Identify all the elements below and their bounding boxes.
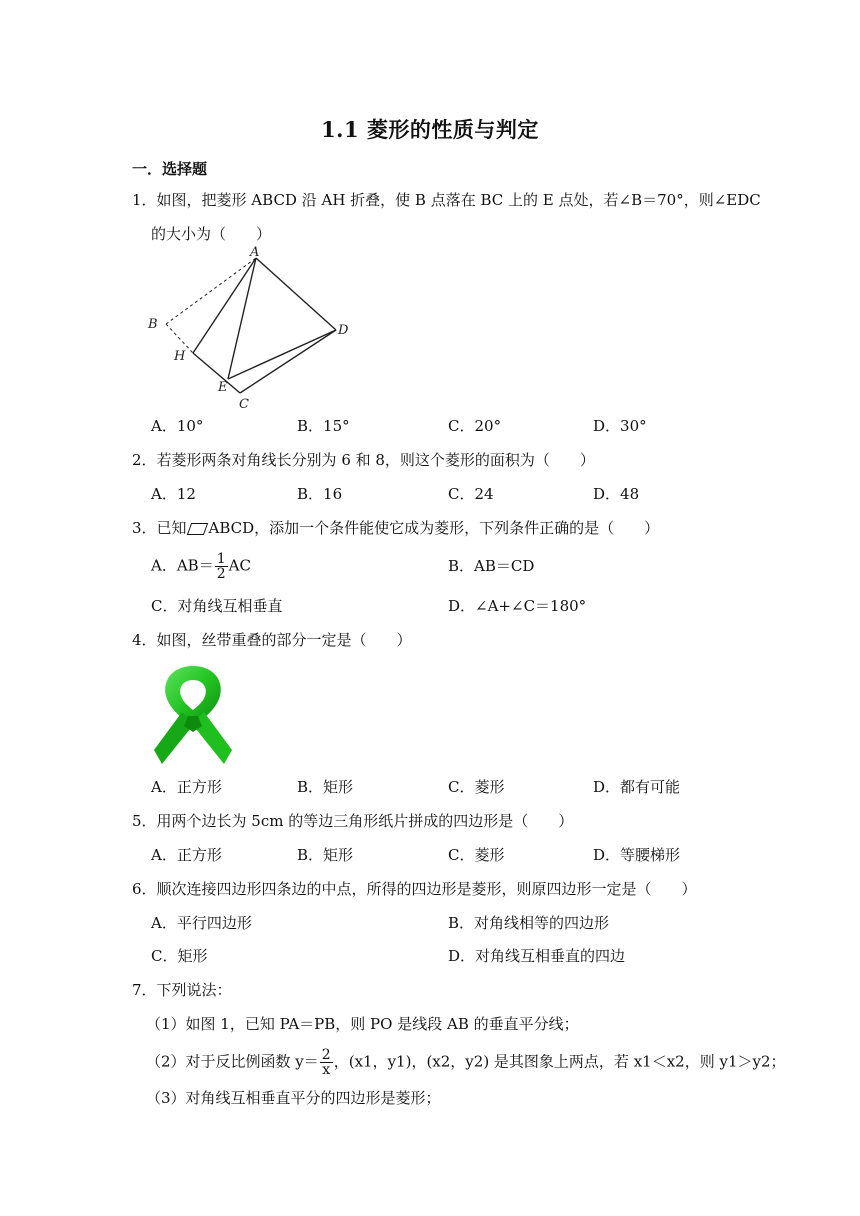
label-a: A: [250, 246, 260, 260]
q7-statement-2-prefix: （2）对于反比例函数 y＝: [146, 1052, 319, 1071]
q4-option-a[interactable]: A．正方形: [151, 778, 222, 796]
q5-option-d[interactable]: D．等腰梯形: [593, 846, 681, 864]
question-4-text: 4．如图，丝带重叠的部分一定是（ ）: [132, 631, 412, 649]
question-5-text: 5．用两个边长为 5cm 的等边三角形纸片拼成的四边形是（ ）: [132, 812, 574, 830]
q2-option-a[interactable]: A．12: [151, 485, 196, 503]
question-3-text: [132, 518, 659, 538]
q6-option-a[interactable]: A．平行四边形: [151, 914, 252, 932]
q3-option-b[interactable]: B．AB＝CD: [448, 557, 535, 575]
label-b: B: [148, 317, 158, 332]
q6-option-b[interactable]: B．对角线相等的四边形: [448, 914, 610, 932]
section-heading: 一．选择题: [132, 160, 208, 178]
label-c: C: [239, 397, 249, 412]
q3-option-a-prefix: A．AB＝: [151, 556, 214, 575]
q1-option-a[interactable]: A．10°: [151, 417, 204, 435]
label-h: H: [174, 349, 186, 364]
q4-option-b[interactable]: B．矩形: [297, 778, 354, 796]
q2-option-b[interactable]: B．16: [297, 485, 343, 503]
q7-statement-3: （3）对角线互相垂直平分的四边形是菱形；: [146, 1089, 441, 1107]
q3-option-a-suffix: AC: [228, 556, 251, 575]
page-title: 1.1 菱形的性质与判定: [321, 117, 539, 142]
question-1-text: 1．如图，把菱形 ABCD 沿 AH 折叠，使 B 点落在 BC 上的 E 点处，若∠B＝70°，则∠EDC: [132, 191, 761, 209]
segment-ae: [228, 258, 256, 379]
fraction-two-over-x: $\frac{2}{x}$: [321, 1047, 331, 1078]
rhombus-fold-figure: [140, 246, 370, 412]
q2-option-c[interactable]: C．24: [448, 485, 494, 503]
q1-option-c[interactable]: C．20°: [448, 417, 502, 435]
q4-option-c[interactable]: C．菱形: [448, 778, 505, 796]
label-d: D: [338, 323, 349, 338]
question-7-text: 7．下列说法：: [132, 981, 232, 999]
q5-option-c[interactable]: C．菱形: [448, 846, 505, 864]
q6-option-d[interactable]: D．对角线互相垂直的四边: [448, 947, 626, 965]
q4-option-d[interactable]: D．都有可能: [593, 778, 681, 796]
question-1-text-cont: 的大小为（ ）: [151, 225, 272, 243]
question-6-text: 6．顺次连接四边形四条边的中点，所得的四边形是菱形，则原四边形一定是（ ）: [132, 880, 697, 898]
parallelogram-icon: [186, 523, 207, 535]
edge-ad: [256, 258, 336, 330]
question-3-prefix: 3．已知: [132, 519, 187, 537]
q3-option-c[interactable]: C．对角线互相垂直: [151, 597, 283, 615]
edge-cd: [240, 330, 336, 393]
q1-option-b[interactable]: B．15°: [297, 417, 350, 435]
fold-line-ah: [193, 258, 256, 353]
q5-option-b[interactable]: B．矩形: [297, 846, 354, 864]
q7-statement-2: [146, 1048, 786, 1077]
q7-statement-1: （1）如图 1，已知 PA＝PB，则 PO 是线段 AB 的垂直平分线；: [146, 1015, 579, 1033]
q7-statement-2-suffix: ，(x1，y1)，(x2，y2) 是其图象上两点，若 x1＜x2，则 y1＞y2；: [333, 1052, 786, 1071]
green-ribbon-image: [148, 660, 238, 766]
question-3-suffix: ABCD，添加一个条件能使它成为菱形，下列条件正确的是（ ）: [208, 519, 660, 537]
question-2-text: 2．若菱形两条对角线长分别为 6 和 8，则这个菱形的面积为（ ）: [132, 451, 595, 469]
segment-ed: [228, 330, 336, 379]
q1-option-d[interactable]: D．30°: [593, 417, 647, 435]
q3-option-d[interactable]: D．∠A+∠C＝180°: [448, 597, 587, 615]
fraction-one-half: $\frac{1}{2}$: [216, 551, 226, 582]
q3-option-a[interactable]: [151, 552, 251, 581]
q6-option-c[interactable]: C．矩形: [151, 947, 208, 965]
q2-option-d[interactable]: D．48: [593, 485, 640, 503]
label-e: E: [218, 380, 228, 395]
q5-option-a[interactable]: A．正方形: [151, 846, 222, 864]
